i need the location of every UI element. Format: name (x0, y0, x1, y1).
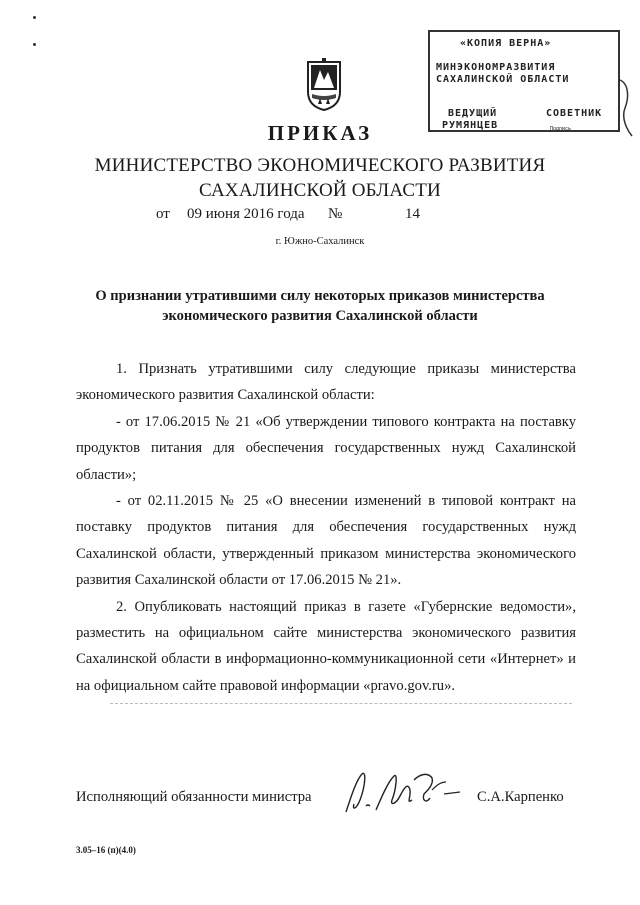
document-title: ПРИКАЗ (267, 121, 373, 145)
body-paragraph: 1. Признать утратившими силу следующие приказы министерства экономического развития Сахалинской области: (76, 361, 576, 404)
stamp-line: ВЕДУЩИЙ (448, 108, 498, 119)
order-subject (60, 286, 580, 326)
order-date: 09 июня 2016 года (187, 206, 305, 222)
certified-copy-stamp (428, 30, 620, 132)
stamp-line: СОВЕТНИК (546, 108, 603, 119)
stamp-line: РУМЯНЦЕВ (442, 120, 499, 131)
punch-mark (33, 16, 36, 19)
signer-name: С.А.Карпенко (477, 789, 564, 805)
punch-mark (33, 43, 36, 46)
scan-artifact-line (110, 703, 572, 704)
handwritten-signature (336, 760, 468, 820)
order-body (76, 356, 576, 699)
ministry-name-line: САХАЛИНСКОЙ ОБЛАСТИ (199, 180, 441, 201)
body-paragraph: 2. Опубликовать настоящий приказ в газете «Губернские ведомости», разместить на официальном сайте министерства экономического развития Сахалинской области в информационно-коммуникационной сети «Интернет» и на официальном сайте правовой информации «pravo.gov.ru». (76, 598, 576, 694)
stamp-line: МИНЭКОНОМРАЗВИТИЯ (436, 62, 556, 73)
ministry-name (0, 153, 640, 203)
body-paragraph: - от 02.11.2015 № 25 «О внесении изменений в типовой контракт на поставку продуктов питания для обеспечения государственных нужд Сахалинской области, утвержденный приказом министерства экономического развития Сахалинской области от 17.06.2015 № 21». (76, 493, 576, 589)
order-number: 14 (405, 206, 420, 222)
date-prefix: от (156, 206, 170, 222)
form-code: 3.05–16 (п)(4.0) (76, 845, 136, 855)
subject-line: О признании утратившими силу некоторых приказов министерства (95, 288, 545, 304)
number-sign: № (328, 206, 343, 222)
stamp-line: Подпись (550, 126, 572, 132)
signer-title: Исполняющий обязанности министра (76, 789, 312, 805)
coat-of-arms-emblem (302, 58, 346, 112)
ministry-name-line: МИНИСТЕРСТВО ЭКОНОМИЧЕСКОГО РАЗВИТИЯ (94, 155, 546, 176)
city: г. Южно-Сахалинск (275, 236, 365, 247)
subject-line: экономического развития Сахалинской области (162, 308, 478, 324)
stamp-line: «КОПИЯ ВЕРНА» (460, 38, 552, 49)
body-paragraph: - от 17.06.2015 № 21 «Об утверждении типового контракта на поставку продуктов питания для обеспечения государственных нужд Сахалинской области»; (76, 413, 576, 483)
stamp-line: САХАЛИНСКОЙ ОБЛАСТИ (436, 74, 570, 85)
